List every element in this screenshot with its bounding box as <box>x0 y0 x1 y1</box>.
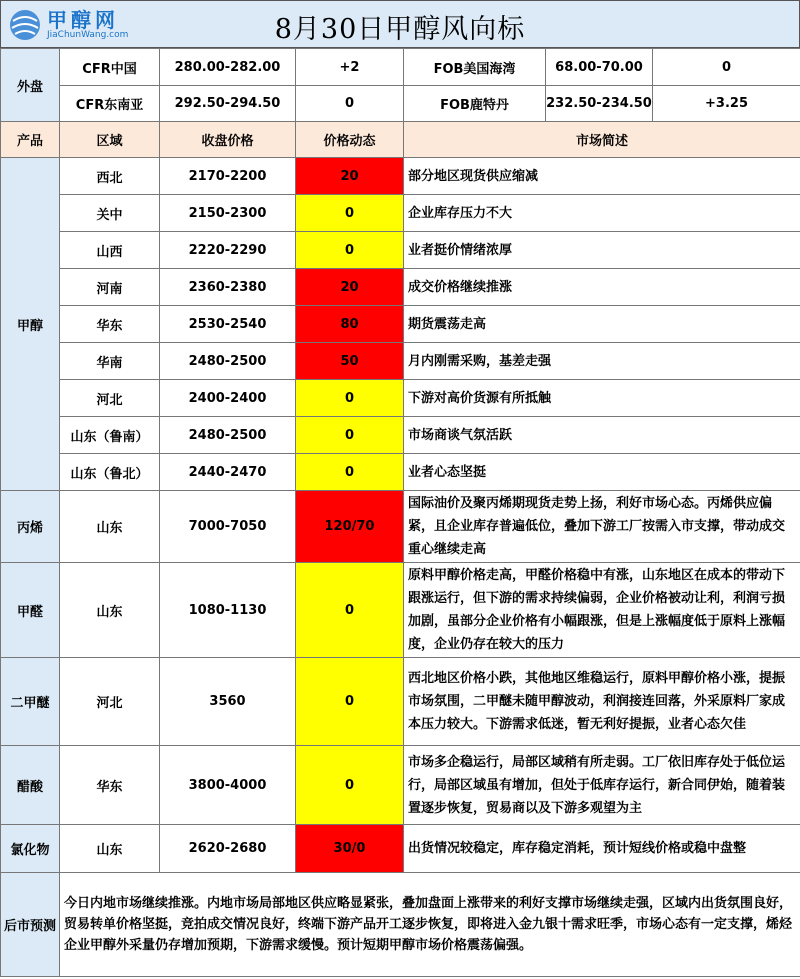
region-cell: 华东 <box>60 306 160 343</box>
methanol-row <box>1 158 800 195</box>
price-cell: 2220-2290 <box>160 232 296 269</box>
change-cell: 20 <box>296 269 404 306</box>
foreign-right-change: 0 <box>653 49 800 86</box>
foreign-right-price: 232.50-234.50 <box>546 86 653 122</box>
downstream-row <box>1 658 800 746</box>
methanol-product: 甲醇 <box>1 158 60 491</box>
region-cell: 山东 <box>60 825 160 873</box>
desc-cell: 期货震荡走高 <box>404 306 800 343</box>
header-change: 价格动态 <box>296 122 404 158</box>
region-cell: 山东 <box>60 563 160 658</box>
desc-cell: 企业库存压力不大 <box>404 195 800 232</box>
change-cell: 0 <box>296 417 404 454</box>
downstream-row <box>1 825 800 873</box>
desc-cell: 国际油价及聚丙烯期现货走势上扬，利好市场心态。丙烯供应偏紧，且企业库存普遍低位，叠加下游工厂按需入市支撑，带动成交重心继续走高 <box>404 491 800 563</box>
desc-cell: 部分地区现货供应缩减 <box>404 158 800 195</box>
price-cell: 2400-2400 <box>160 380 296 417</box>
product-cell: 醋酸 <box>1 746 60 825</box>
desc-cell: 市场多企稳运行，局部区域稍有所走弱。工厂依旧库存处于低位运行，局部区域虽有增加，但处于低库存运行，新合同伊始，随着装置逐步恢复，贸易商以及下游多观望为主 <box>404 746 800 825</box>
desc-cell: 业者挺价情绪浓厚 <box>404 232 800 269</box>
title-bar <box>0 0 800 48</box>
region-cell: 河北 <box>60 380 160 417</box>
product-cell: 氯化物 <box>1 825 60 873</box>
header-price: 收盘价格 <box>160 122 296 158</box>
region-cell: 山东（鲁北） <box>60 454 160 491</box>
change-cell: 30/0 <box>296 825 404 873</box>
price-cell: 3560 <box>160 658 296 746</box>
change-cell: 120/70 <box>296 491 404 563</box>
methanol-row <box>1 380 800 417</box>
price-cell: 2150-2300 <box>160 195 296 232</box>
price-cell: 2440-2470 <box>160 454 296 491</box>
methanol-row <box>1 232 800 269</box>
desc-cell: 下游对高价货源有所抵触 <box>404 380 800 417</box>
methanol-row <box>1 454 800 491</box>
foreign-right-name: FOB鹿特丹 <box>404 86 546 122</box>
foreign-left-name: CFR东南亚 <box>60 86 160 122</box>
price-cell: 2620-2680 <box>160 825 296 873</box>
region-cell: 华东 <box>60 746 160 825</box>
change-cell: 0 <box>296 454 404 491</box>
region-cell: 西北 <box>60 158 160 195</box>
region-cell: 河南 <box>60 269 160 306</box>
region-cell: 山西 <box>60 232 160 269</box>
change-cell: 0 <box>296 195 404 232</box>
price-cell: 2480-2500 <box>160 417 296 454</box>
change-cell: 80 <box>296 306 404 343</box>
forecast-label: 后市预测 <box>1 873 60 977</box>
downstream-row <box>1 563 800 658</box>
price-cell: 7000-7050 <box>160 491 296 563</box>
header-product: 产品 <box>1 122 60 158</box>
desc-cell: 成交价格继续推涨 <box>404 269 800 306</box>
desc-cell: 西北地区价格小跌，其他地区维稳运行，原料甲醇价格小涨，提振市场氛围，二甲醚未随甲醇波动，利润接连回落，外采原料厂家成本压力较大。下游需求低迷，暂无利好提振，业者心态欠佳 <box>404 658 800 746</box>
page-title: 8月30日甲醇风向标 <box>274 14 526 45</box>
methanol-row <box>1 417 800 454</box>
foreign-label: 外盘 <box>1 49 60 122</box>
foreign-right-price: 68.00-70.00 <box>546 49 653 86</box>
header-desc: 市场简述 <box>404 122 800 158</box>
region-cell: 华南 <box>60 343 160 380</box>
foreign-left-change: 0 <box>296 86 404 122</box>
region-cell: 关中 <box>60 195 160 232</box>
price-table <box>0 48 800 977</box>
product-cell: 丙烯 <box>1 491 60 563</box>
header-region: 区域 <box>60 122 160 158</box>
product-cell: 二甲醚 <box>1 658 60 746</box>
methanol-row <box>1 195 800 232</box>
foreign-left-name: CFR中国 <box>60 49 160 86</box>
change-cell: 0 <box>296 746 404 825</box>
desc-cell: 出货情况较稳定，库存稳定消耗，预计短线价格或稳中盘整 <box>404 825 800 873</box>
foreign-left-change: +2 <box>296 49 404 86</box>
logo-name: 甲醇网 <box>47 8 119 32</box>
region-cell: 河北 <box>60 658 160 746</box>
downstream-row <box>1 491 800 563</box>
foreign-left-price: 292.50-294.50 <box>160 86 296 122</box>
price-cell: 2360-2380 <box>160 269 296 306</box>
downstream-row <box>1 746 800 825</box>
region-cell: 山东 <box>60 491 160 563</box>
price-cell: 3800-4000 <box>160 746 296 825</box>
foreign-left-price: 280.00-282.00 <box>160 49 296 86</box>
forecast-text: 今日内地市场继续推涨。内地市场局部地区供应略显紧张，叠加盘面上涨带来的利好支撑市场继续走强，区域内出货氛围良好，贸易转单价格坚挺，竞拍成交情况良好，终端下游产品开工逐步恢复，即将进入金九银十需求旺季，市场心态有一定支撑，烯烃企业甲醇外采量仍存增加预期，下游需求缓慢。预计短期甲醇市场价格震荡偏强。 <box>60 873 800 977</box>
foreign-row <box>1 49 800 86</box>
desc-cell: 市场商谈气氛活跃 <box>404 417 800 454</box>
foreign-row <box>1 86 800 122</box>
change-cell: 0 <box>296 380 404 417</box>
price-cell: 2480-2500 <box>160 343 296 380</box>
change-cell: 0 <box>296 232 404 269</box>
price-cell: 2530-2540 <box>160 306 296 343</box>
header-row <box>1 122 800 158</box>
foreign-right-name: FOB美国海湾 <box>404 49 546 86</box>
price-cell: 2170-2200 <box>160 158 296 195</box>
logo-subtitle: JiaChunWang.com <box>47 30 129 40</box>
change-cell: 20 <box>296 158 404 195</box>
forecast-row <box>1 873 800 977</box>
region-cell: 山东（鲁南） <box>60 417 160 454</box>
product-cell: 甲醛 <box>1 563 60 658</box>
change-cell: 0 <box>296 658 404 746</box>
change-cell: 50 <box>296 343 404 380</box>
desc-cell: 原料甲醇价格走高，甲醛价格稳中有涨，山东地区在成本的带动下跟涨运行，但下游的需求持续偏弱，企业价格被动让利，利润亏损加剧，虽部分企业价格有小幅跟涨，但是上涨幅度低于原料上涨幅度，企业仍存在较大的压力 <box>404 563 800 658</box>
methanol-row <box>1 269 800 306</box>
change-cell: 0 <box>296 563 404 658</box>
methanol-row <box>1 343 800 380</box>
foreign-right-change: +3.25 <box>653 86 800 122</box>
desc-cell: 业者心态坚挺 <box>404 454 800 491</box>
desc-cell: 月内刚需采购，基差走强 <box>404 343 800 380</box>
price-cell: 1080-1130 <box>160 563 296 658</box>
methanol-row <box>1 306 800 343</box>
